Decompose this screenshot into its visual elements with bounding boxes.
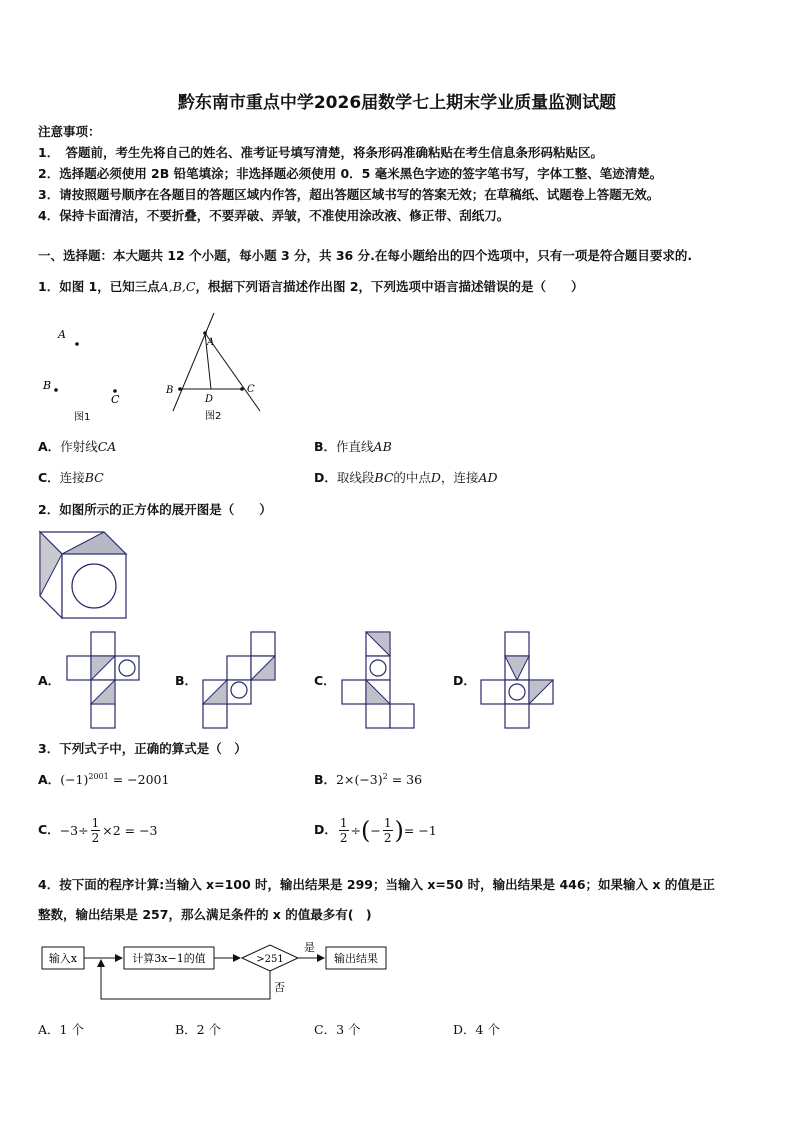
q2-net-b[interactable] [203, 630, 279, 730]
question-2-stem: 2．如图所示的正方体的展开图是（ ） [38, 502, 272, 517]
question-4-line-2: 整数，输出结果是 257，那么满足条件的 x 的值最多有( ) [38, 907, 372, 922]
q2-option-a[interactable]: A． [38, 673, 61, 688]
q4-option-b[interactable]: B．2 个 [175, 1022, 222, 1037]
q1-option-a[interactable]: A．作射线CA [38, 439, 117, 454]
question-4-line-1: 4．按下面的程序计算:当输入 x=100 时，输出结果是 299；当输入 x=50 时，输出结果是 446；如果输入 x 的值是正 [38, 877, 715, 892]
q1-option-b[interactable]: B．作直线AB [314, 439, 392, 454]
notice-item-2: 2．选择题必须使用 2B 铅笔填涂；非选择题必须使用 0．5 毫米黑色字迹的签字笔书写，字体工整、笔迹清楚。 [38, 166, 663, 181]
fig2-label-d: D [205, 394, 214, 405]
fig1-label-b: B [43, 379, 52, 392]
flow-calc-label: 计算3x−1的值 [132, 952, 206, 965]
page-title: 黔东南市重点中学2026届数学七上期末学业质量监测试题 [177, 93, 617, 113]
q3-option-a[interactable]: A．$(-1)^{2001} = -2001$ [38, 771, 170, 787]
q4-flowchart [38, 937, 398, 1007]
flow-output-label: 输出结果 [334, 952, 378, 965]
fig2-caption: 图2 [205, 411, 222, 422]
q1-figure-1 [38, 322, 138, 427]
notice-item-4: 4．保持卡面清洁，不要折叠，不要弄破、弄皱，不准使用涂改液、修正带、刮纸刀。 [38, 208, 510, 223]
flow-condition-label: >251 [256, 954, 284, 965]
q4-option-a[interactable]: A．1 个 [38, 1022, 84, 1037]
fig2-label-a: A [207, 337, 215, 348]
fig2-label-b: B [166, 385, 174, 396]
q1-figure-2 [160, 313, 270, 425]
fig1-label-c: C [111, 393, 120, 406]
notice-item-3: 3．请按照题号顺序在各题目的答题区域内作答，超出答题区域书写的答案无效；在草稿纸、试题卷上答题无效。 [38, 187, 660, 202]
q2-option-d[interactable]: D． [453, 673, 476, 688]
q2-net-d[interactable] [481, 630, 557, 730]
q3-option-d[interactable]: D． $\frac{1}{2}$ ÷(− $\frac{1}{2}$ )= −1 [314, 816, 437, 845]
q3-option-c[interactable]: C．−3÷ $\frac{1}{2}$ ×2 = −3 [38, 816, 158, 845]
q1-option-c[interactable]: C．连接BC [38, 470, 104, 485]
flow-no-label: 否 [274, 981, 285, 994]
fig1-caption: 图1 [74, 412, 91, 423]
fig2-label-c: C [247, 384, 255, 395]
fig1-label-a: A [58, 328, 66, 341]
q4-option-c[interactable]: C．3 个 [314, 1022, 361, 1037]
flow-yes-label: 是 [304, 941, 315, 954]
q2-net-c[interactable] [342, 630, 418, 730]
question-3-stem: 3．下列式子中，正确的算式是（ ） [38, 741, 247, 756]
q2-option-c[interactable]: C． [314, 673, 336, 688]
notice-heading: 注意事项： [38, 124, 101, 139]
flow-input-label: 输入x [48, 952, 78, 965]
notice-item-1: 1． 答题前，考生先将自己的姓名、准考证号填写清楚，将条形码准确粘贴在考生信息条形码粘贴区。 [38, 145, 603, 160]
q1-option-d[interactable]: D．取线段BC的中点D，连接AD [314, 470, 498, 485]
q4-option-d[interactable]: D．4 个 [453, 1022, 500, 1037]
q2-cube-figure [38, 530, 130, 620]
section-heading: 一、选择题：本大题共 12 个小题，每小题 3 分，共 36 分.在每小题给出的四个选项中，只有一项是符合题目要求的. [38, 248, 693, 263]
q2-net-a[interactable] [67, 630, 143, 730]
q3-option-b[interactable]: B．$2\times(-3)^2 = 36$ [314, 771, 423, 787]
q2-option-b[interactable]: B． [175, 673, 198, 688]
question-1-stem: 1．如图 1，已知三点A,B,C，根据下列语言描述作出图 2，下列选项中语言描述错误的是（ ） [38, 279, 584, 294]
